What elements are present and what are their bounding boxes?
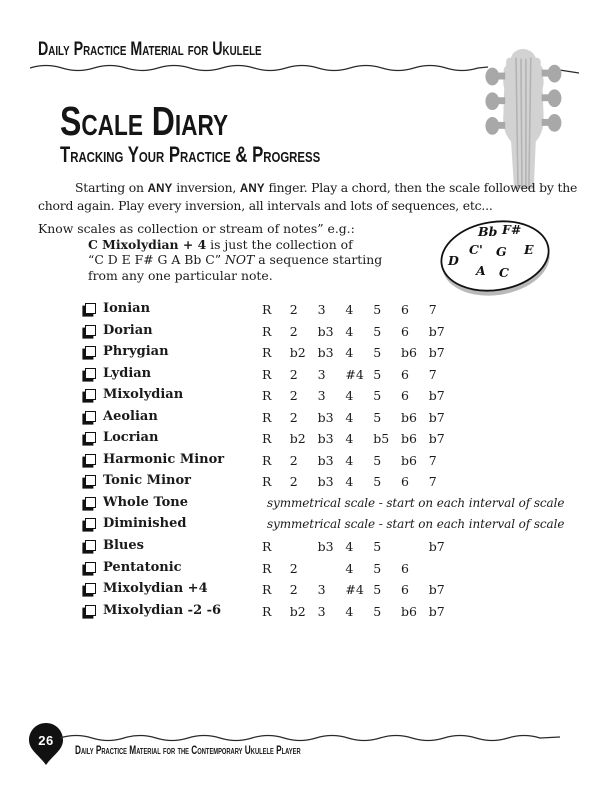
interval-cells xyxy=(262,302,457,317)
scale-row-dorian xyxy=(82,321,562,343)
interval-cell: 6 xyxy=(400,388,409,404)
checkbox-icon xyxy=(85,475,96,486)
interval-cell: b7 xyxy=(428,582,445,598)
interval-cell: 5 xyxy=(373,582,382,598)
interval-cells xyxy=(262,345,457,360)
interval-cell: 2 xyxy=(289,366,298,382)
interval-cell xyxy=(429,561,457,576)
interval-cell: b3 xyxy=(317,409,334,425)
scale-name: Diminished xyxy=(103,516,187,532)
interval-cell: 4 xyxy=(345,409,354,425)
interval-cell: 3 xyxy=(317,366,326,382)
scale-table xyxy=(82,299,565,622)
page-number: 26 xyxy=(38,733,54,748)
interval-cell: 5 xyxy=(373,560,382,576)
page-number-badge xyxy=(27,721,65,767)
interval-cell: b3 xyxy=(317,431,334,447)
interval-cell: 6 xyxy=(400,366,409,382)
interval-cell: 6 xyxy=(400,474,409,490)
note-e: E xyxy=(524,242,534,257)
interval-cells xyxy=(262,604,457,619)
scale-row-pentatonic xyxy=(82,558,562,580)
interval-cell: b3 xyxy=(317,539,334,555)
scale-row-mixolydian-4 xyxy=(82,579,562,601)
note-fsharp: F# xyxy=(502,222,522,237)
checkbox-icon xyxy=(85,411,96,422)
note-collection-text: “C D E F# G A Bb C” xyxy=(88,252,225,268)
scale-name: Whole Tone xyxy=(103,494,189,510)
interval-cell: 4 xyxy=(345,323,354,339)
interval-cell: 2 xyxy=(289,560,298,576)
interval-cell: 7 xyxy=(428,474,437,490)
intro-text: Starting on xyxy=(75,180,148,195)
know-text: is just the collection of xyxy=(206,236,353,252)
interval-cell: 6 xyxy=(400,560,409,576)
interval-cells xyxy=(262,561,457,576)
scale-row-locrian xyxy=(82,428,562,450)
interval-cell: R xyxy=(262,452,272,468)
interval-cell: 3 xyxy=(317,603,326,619)
wavy-divider-top xyxy=(30,62,488,74)
interval-cell: 7 xyxy=(428,366,437,382)
interval-cell: b7 xyxy=(428,409,445,425)
interval-cell: b6 xyxy=(400,452,417,468)
interval-cells xyxy=(262,431,457,446)
interval-cell: 3 xyxy=(317,302,326,317)
scale-row-mixolydian xyxy=(82,385,562,407)
interval-cell: b7 xyxy=(428,345,445,361)
checkbox-icon xyxy=(85,325,96,336)
scale-row-ionian xyxy=(82,299,562,321)
checkbox-icon xyxy=(85,454,96,465)
scale-name: Mixolydian +4 xyxy=(103,581,208,597)
interval-cell: 5 xyxy=(373,603,382,619)
interval-cell: 5 xyxy=(373,323,382,339)
checkbox-icon xyxy=(85,303,96,314)
checkbox-icon xyxy=(85,497,96,508)
interval-cell: 4 xyxy=(345,431,354,447)
interval-cell: R xyxy=(262,345,272,361)
interval-cell: R xyxy=(262,302,272,317)
scale-name: Lydian xyxy=(103,365,152,381)
know-line-1: Know scales as collection or stream of notes” e.g.: xyxy=(38,221,355,236)
interval-cell: 4 xyxy=(345,539,354,555)
interval-cell: 4 xyxy=(345,603,354,619)
interval-cell: R xyxy=(262,560,272,576)
scale-name: Aeolian xyxy=(103,408,158,424)
intro-line-2: chord again. Play every inversion, all intervals and lots of sequences, etc... xyxy=(38,197,493,213)
interval-cell: R xyxy=(262,431,272,447)
checkbox-icon xyxy=(85,346,96,357)
note-cprime: C' xyxy=(469,242,483,257)
interval-cell: b3 xyxy=(317,323,334,339)
not-emphasis: NOT xyxy=(224,252,255,268)
interval-cell: b3 xyxy=(317,452,334,468)
interval-cell: b7 xyxy=(428,388,445,404)
note-a: A xyxy=(476,263,486,278)
scale-name: Mixolydian xyxy=(103,387,184,403)
notes-dish-illustration xyxy=(438,212,578,312)
interval-cell: R xyxy=(262,409,272,425)
intro-text: inversion, xyxy=(172,180,240,195)
interval-cells xyxy=(262,474,457,489)
interval-cell: b2 xyxy=(289,431,306,447)
interval-cell: b6 xyxy=(400,431,417,447)
interval-cell: R xyxy=(262,582,272,598)
interval-cells xyxy=(262,410,457,425)
interval-cells xyxy=(262,324,457,339)
interval-cell: 2 xyxy=(289,582,298,598)
scale-row-blues xyxy=(82,536,562,558)
interval-cell: 4 xyxy=(345,452,354,468)
know-text: a sequence starting xyxy=(254,252,383,268)
interval-cell: 2 xyxy=(289,409,298,425)
intro-text: finger. Play a chord, then the scale followed by the xyxy=(264,180,578,195)
interval-cells xyxy=(262,388,457,403)
interval-cell: R xyxy=(262,323,272,339)
interval-cell: #4 xyxy=(345,366,364,382)
scale-row-harmonic-minor xyxy=(82,450,562,472)
scale-row-mixolydian-2-6 xyxy=(82,601,562,623)
note-bb: Bb xyxy=(478,224,498,239)
interval-cell: R xyxy=(262,366,272,382)
interval-cell: b7 xyxy=(428,603,445,619)
interval-cell: 4 xyxy=(345,388,354,404)
interval-cell: R xyxy=(262,603,272,619)
interval-cell: 2 xyxy=(289,302,298,317)
interval-cell: 4 xyxy=(345,345,354,361)
know-scales-block xyxy=(38,221,382,283)
scale-name: Pentatonic xyxy=(103,559,182,575)
scale-name: Dorian xyxy=(103,322,153,338)
interval-cell: b2 xyxy=(289,603,306,619)
scale-name: Tonic Minor xyxy=(103,473,191,489)
checkbox-icon xyxy=(85,432,96,443)
interval-cells xyxy=(262,453,457,468)
scale-row-aeolian xyxy=(82,407,562,429)
interval-cell: 6 xyxy=(400,582,409,598)
footer-title: Daily Practice Material for the Contemporary Ukulele Player xyxy=(75,745,301,757)
interval-cell: 5 xyxy=(373,345,382,361)
know-line-3 xyxy=(38,252,382,268)
scale-name: Phrygian xyxy=(103,344,169,360)
note-g: G xyxy=(496,244,507,259)
scale-row-tonic-minor xyxy=(82,471,562,493)
interval-cells xyxy=(262,367,457,382)
wavy-divider-footer xyxy=(60,732,560,744)
interval-cell: 5 xyxy=(373,302,382,317)
page-subtitle: Tracking Your Practice & Progress xyxy=(60,142,321,167)
interval-cell: 3 xyxy=(317,582,326,598)
checkbox-icon xyxy=(85,389,96,400)
interval-cell: 2 xyxy=(289,474,298,490)
scale-name: Locrian xyxy=(103,430,159,446)
interval-cells xyxy=(262,582,457,597)
interval-cell: b7 xyxy=(428,539,445,555)
know-line-2 xyxy=(38,237,382,253)
interval-cell: b2 xyxy=(289,345,306,361)
interval-cell: 6 xyxy=(400,302,409,317)
scale-row-phrygian xyxy=(82,342,562,364)
intro-any-emphasis: ANY xyxy=(239,183,265,195)
scale-name: Mixolydian -2 -6 xyxy=(103,602,222,618)
interval-cell: 6 xyxy=(400,323,409,339)
interval-cell: #4 xyxy=(345,582,364,598)
interval-cell: 5 xyxy=(373,452,382,468)
interval-cell: 5 xyxy=(373,539,382,555)
interval-cell: b5 xyxy=(373,431,390,447)
know-line-4: from any one particular note. xyxy=(88,267,273,283)
interval-cell: 5 xyxy=(373,388,382,404)
interval-cell: b7 xyxy=(428,323,445,339)
scale-row-lydian xyxy=(82,364,562,386)
intro-paragraph xyxy=(38,180,577,213)
symmetrical-scale-note: symmetrical scale - start on each interval of scale xyxy=(267,495,565,510)
interval-cell: b6 xyxy=(400,345,417,361)
scale-row-whole-tone xyxy=(82,493,565,515)
interval-cell xyxy=(318,561,346,576)
interval-cell: 3 xyxy=(317,388,326,404)
interval-cell: 2 xyxy=(289,323,298,339)
interval-cell: 5 xyxy=(373,409,382,425)
interval-cell xyxy=(401,539,429,554)
interval-cell: R xyxy=(262,474,272,490)
note-c: C xyxy=(499,265,509,280)
interval-cell: 5 xyxy=(373,474,382,490)
interval-cells xyxy=(262,539,457,554)
scale-name: Blues xyxy=(103,538,144,554)
scale-row-diminished xyxy=(82,514,565,536)
interval-cell: 4 xyxy=(345,474,354,490)
checkbox-icon xyxy=(85,562,96,573)
intro-line-1 xyxy=(38,180,577,198)
note-d: D xyxy=(448,253,459,268)
interval-cell: 5 xyxy=(373,366,382,382)
interval-cell: R xyxy=(262,539,272,555)
checkbox-icon xyxy=(85,540,96,551)
interval-cell: b3 xyxy=(317,345,334,361)
interval-cell: 2 xyxy=(289,388,298,404)
scale-example-name: C Mixolydian + 4 xyxy=(88,236,207,252)
intro-any-emphasis: ANY xyxy=(147,183,173,195)
scale-name: Harmonic Minor xyxy=(103,451,225,467)
interval-cell: b6 xyxy=(400,603,417,619)
checkbox-icon xyxy=(85,368,96,379)
checkbox-icon xyxy=(85,583,96,594)
ukulele-headstock-icon xyxy=(463,42,573,190)
checkbox-icon xyxy=(85,605,96,616)
interval-cell: b6 xyxy=(400,409,417,425)
interval-cell: R xyxy=(262,388,272,404)
interval-cell: b3 xyxy=(317,474,334,490)
page-title: Scale Diary xyxy=(60,98,229,144)
symmetrical-scale-note: symmetrical scale - start on each interval of scale xyxy=(267,517,565,532)
interval-cell: b7 xyxy=(428,431,445,447)
interval-cell xyxy=(290,539,318,554)
interval-cell: 7 xyxy=(428,452,437,468)
interval-cell: 4 xyxy=(345,302,354,317)
page-header-title: Daily Practice Material for Ukulele xyxy=(38,39,262,60)
interval-cell: 2 xyxy=(289,452,298,468)
checkbox-icon xyxy=(85,518,96,529)
scale-name: Ionian xyxy=(103,301,151,316)
interval-cell: 4 xyxy=(345,560,354,576)
interval-cell: 7 xyxy=(428,302,437,317)
